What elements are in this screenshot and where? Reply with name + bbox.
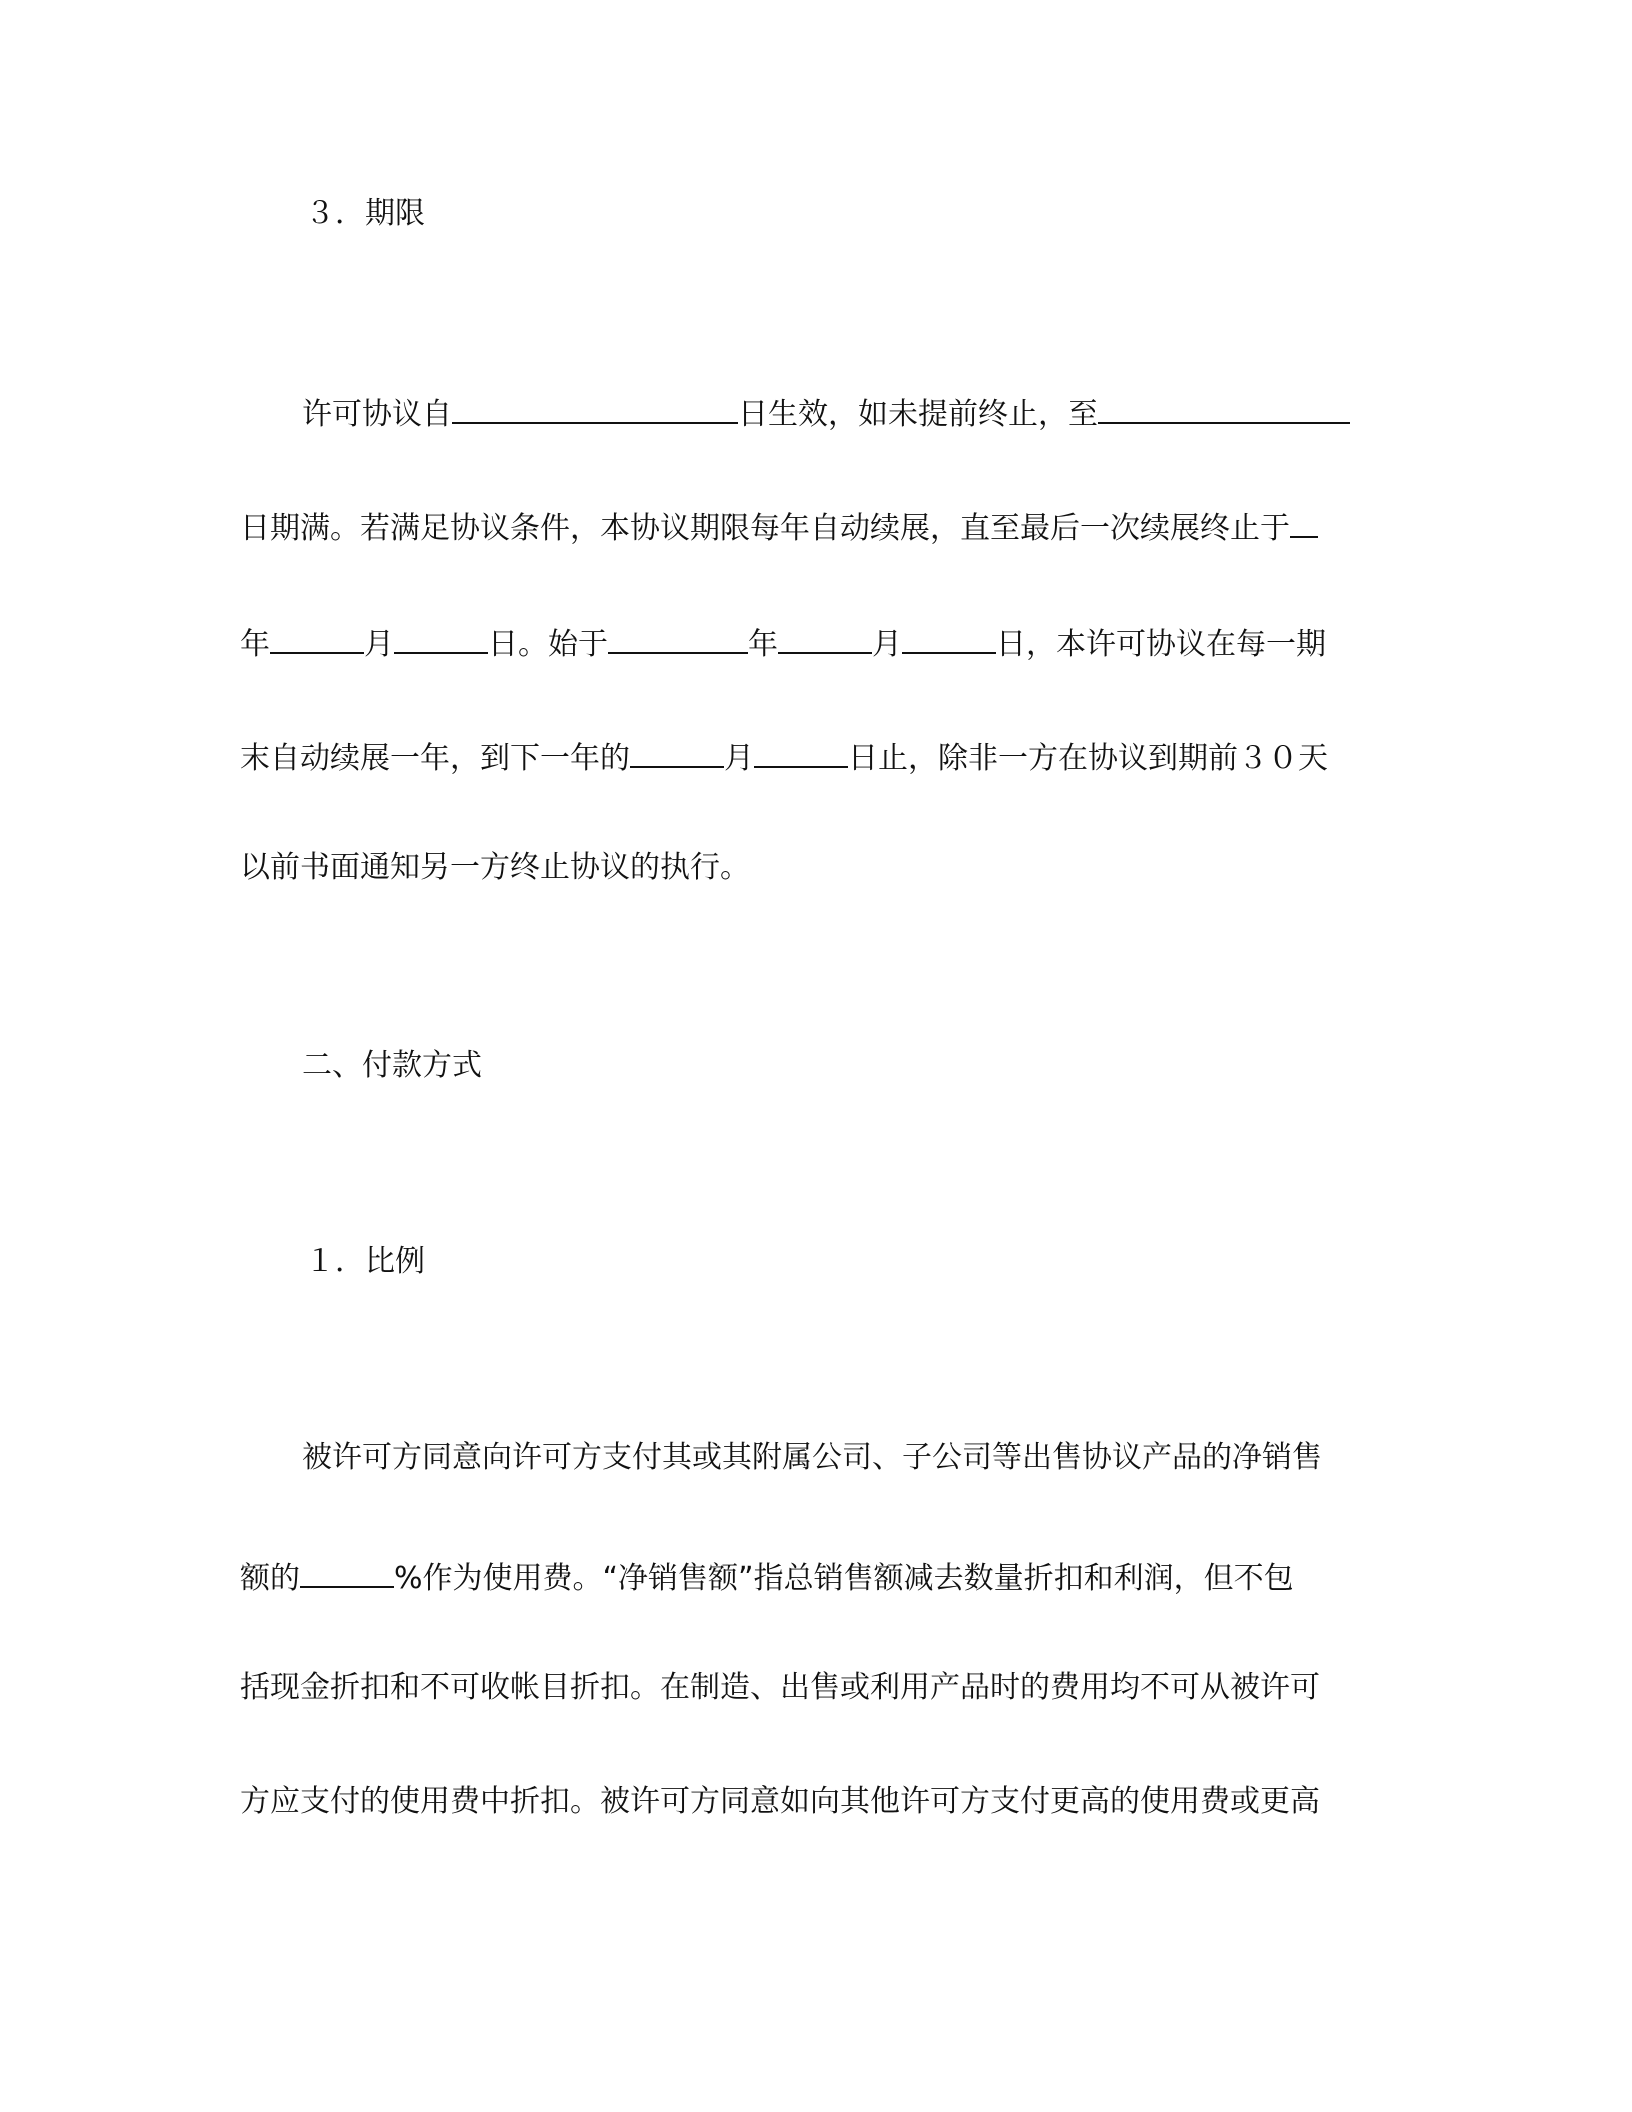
ratio-text-4: 方应支付的使用费中折扣。被许可方同意如向其他许可方支付更高的使用费或更高 <box>240 1784 1320 1819</box>
payment-heading-text: 二、付款方式 <box>302 1048 482 1083</box>
ratio-text-3: 括现金折扣和不可收帐目折扣。在制造、出售或利用产品时的费用均不可从被许可 <box>240 1670 1320 1705</box>
term-text-4c: 日止，除非一方在协议到期前３０天 <box>848 741 1328 776</box>
term-text-1b: 日生效，如未提前终止，至 <box>738 397 1098 432</box>
term-text-3f: 日，本许可协议在每一期 <box>996 627 1326 662</box>
ratio-para-line-4 <box>240 1780 1380 1824</box>
final-renewal-day-blank[interactable] <box>394 618 488 654</box>
royalty-percent-blank[interactable] <box>300 1552 394 1588</box>
final-renewal-year-blank[interactable] <box>1290 502 1318 538</box>
ratio-heading <box>305 1240 1445 1284</box>
term-text-2a: 日期满。若满足协议条件，本协议期限每年自动续展，直至最后一次续展终止于 <box>240 511 1290 546</box>
term-para-line-1 <box>302 388 1380 432</box>
term-text-4b: 月 <box>724 741 754 776</box>
start-year-blank[interactable] <box>608 618 748 654</box>
final-renewal-month-blank[interactable] <box>270 618 364 654</box>
term-para-line-5 <box>240 846 1380 890</box>
expiry-date-blank[interactable] <box>1098 388 1350 424</box>
renewal-month-blank[interactable] <box>630 732 724 768</box>
ratio-heading-text: １．比例 <box>305 1244 425 1279</box>
term-para-line-3 <box>240 618 1380 662</box>
term-heading-text: ３．期限 <box>305 196 425 231</box>
term-heading <box>305 192 1445 236</box>
ratio-para-line-2 <box>240 1552 1380 1596</box>
start-month-blank[interactable] <box>778 618 872 654</box>
payment-heading <box>302 1044 1442 1088</box>
term-para-line-4 <box>240 732 1380 776</box>
term-text-4a: 末自动续展一年，到下一年的 <box>240 741 630 776</box>
term-text-1a: 许可协议自 <box>302 397 452 432</box>
start-day-blank[interactable] <box>902 618 996 654</box>
term-text-5: 以前书面通知另一方终止协议的执行。 <box>240 850 750 885</box>
term-text-3d: 年 <box>748 627 778 662</box>
term-text-3e: 月 <box>872 627 902 662</box>
ratio-para-line-3 <box>240 1666 1380 1710</box>
ratio-para-line-1 <box>302 1436 1380 1480</box>
renewal-day-blank[interactable] <box>754 732 848 768</box>
term-para-line-2 <box>240 502 1380 546</box>
ratio-text-1: 被许可方同意向许可方支付其或其附属公司、子公司等出售协议产品的净销售 <box>302 1440 1322 1475</box>
ratio-text-2b: %作为使用费。“净销售额”指总销售额减去数量折扣和利润，但不包 <box>394 1561 1294 1596</box>
term-text-3c: 日。始于 <box>488 627 608 662</box>
term-text-3a: 年 <box>240 627 270 662</box>
effective-date-blank[interactable] <box>452 388 738 424</box>
term-text-3b: 月 <box>364 627 394 662</box>
ratio-text-2a: 额的 <box>240 1561 300 1596</box>
